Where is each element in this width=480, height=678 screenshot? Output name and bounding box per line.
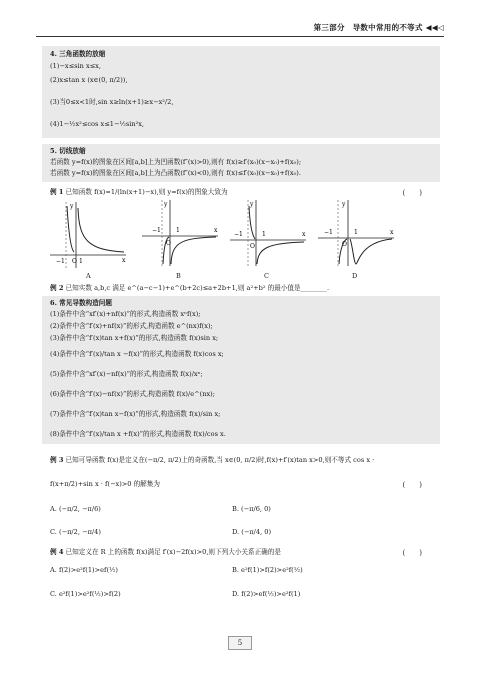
section6-title: 6. 常见导数构造问题 [50,299,112,307]
example3-option-b: B. (−π/6, 0) [232,505,271,513]
example4-label: 例 4 [50,548,64,556]
graph-c-label: C [264,272,269,280]
svg-text:y: y [250,201,254,208]
graph-c [228,198,308,268]
example1-answer-bracket: ( ) [402,189,422,197]
svg-text:y: y [342,201,346,208]
svg-text:1: 1 [79,258,83,265]
section4-item-1: (1)−x≤sin x≤x, [50,62,102,70]
example1-question [50,188,228,197]
svg-text:−1: −1 [152,227,161,234]
example4-answer-bracket: ( ) [402,549,422,557]
section6-item-2: (2)条件中含“f′(x)+nf(x)”的形式,构造函数 e^(nx)f(x); [50,322,213,330]
section6-item-4: (4)条件中含“f′(x)/tan x −f(x)”的形式,构造函数 f(x)cos x; [50,350,224,358]
svg-text:1: 1 [354,229,358,236]
svg-text:x: x [214,227,218,234]
section4-item-3: (3)当0≤x<1时,sin x≥ln(x+1)≥x−x²/2, [50,98,174,106]
graph-a [48,200,128,270]
svg-text:−1: −1 [56,258,65,265]
example3-option-d: D. (−π/4, 0) [232,528,272,536]
example4-option-a: A. f(2)>e²f(1)>ef(½) [50,566,118,574]
example4-option-c: C. e²f(1)>e²f(½)>f(2) [50,590,121,598]
example2-question [50,284,329,293]
example3-label: 例 3 [50,456,64,464]
graph-d-label: D [352,272,358,280]
example1-label: 例 1 [50,188,64,196]
header-arrow-icon: ◀◀◁ [425,23,444,32]
section6-item-7: (7)条件中含“f′(x)tan x−f(x)”的形式,构造函数 f(x)/sin x; [50,410,221,418]
section5-item-1: 若函数 y=f(x)的图象在区间[a,b]上为凹函数(f″(x)>0),则有 f(x)≥f′(x₀)(x−x₀)+f(x₀); [50,158,302,166]
section6-item-5: (5)条件中含“xf′(x)−nf(x)”的形式,构造函数 f(x)/xⁿ; [50,370,203,378]
section4-item-4: (4)1−½x²≤cos x≤1−½sin²x, [50,120,145,128]
svg-text:x: x [122,257,126,264]
svg-text:1: 1 [262,231,266,238]
section4-title: 4. 三角函数的放缩 [50,50,106,58]
section6-item-1: (1)条件中含“xf′(x)+nf(x)”的形式,构造函数 xⁿf(x); [50,310,201,318]
example1-text: 已知函数 f(x)=1/(ln(x+1)−x),则 y=f(x)的图象大致为 [65,188,228,196]
header-divider [36,36,444,37]
example4-text: 已知定义在 R 上的函数 f(x)满足 f′(x)−2f(x)>0,则下列大小关系正确的是 [65,548,281,556]
example4-option-b: B. e²f(1)>f(2)>e²f(½) [232,566,303,574]
section6-item-3: (3)条件中含“f′(x)tan x+f(x)”的形式,构造函数 f(x)sin x; [50,334,219,342]
page-number: 5 [228,636,252,650]
svg-text:−1: −1 [324,229,333,236]
graph-d [316,198,396,268]
svg-text:−1: −1 [234,231,243,238]
section6-item-6: (6)条件中含“f′(x)−nf(x)”的形式,构造函数 f(x)/e^(nx); [50,390,215,398]
example4-option-d: D. f(2)>ef(½)>e²f(1) [232,590,301,598]
example3-question-cont: f(x+π/2)+sin x · f(−x)>0 的解集为 [50,480,160,488]
example3-option-a: A. (−π/2, −π/6) [50,505,101,513]
section5-item-2: 若函数 y=f(x)的图象在区间[a,b]上为凸函数(f″(x)<0),则有 f(x)≤f′(x₀)(x−x₀)+f(x₀). [50,169,301,177]
graph-b-label: B [176,272,181,280]
example3-option-c: C. (−π/2, −π/4) [50,528,101,536]
section6-item-8: (8)条件中含“f′(x)/tan x +f(x)”的形式,构造函数 f(x)/cos x. [50,430,226,438]
example3-answer-bracket: ( ) [402,481,422,489]
svg-text:O: O [72,258,77,265]
svg-text:y: y [70,203,74,210]
svg-text:x: x [302,231,306,238]
svg-text:O: O [166,240,171,247]
example2-label: 例 2 [50,284,64,292]
example2-text: 已知实数 a,b,c 满足 e^(a−c−1)+e^(b+2c)≤a+2b+1,则 a²+b² 的最小值是________. [65,284,330,292]
svg-text:1: 1 [176,227,180,234]
example4-question [50,548,281,557]
header-title: 第三部分 导数中常用的不等式 [313,23,423,32]
page-header [314,22,444,33]
svg-text:y: y [164,201,168,208]
svg-text:O: O [342,241,347,248]
svg-text:O: O [250,243,255,250]
example3-question [50,456,374,465]
svg-text:x: x [390,229,394,236]
section5-title: 5. 切线放缩 [50,147,86,155]
example3-text: 已知可导函数 f(x)是定义在(−π/2, π/2)上的奇函数,当 x∈(0, π/2)时,f(x)+f′(x)tan x>0,则不等式 cos x · [65,456,375,464]
graph-a-label: A [86,272,91,280]
graph-b [140,198,220,268]
section4-item-2: (2)x≤tan x (x∈(0, π/2)), [50,76,128,84]
